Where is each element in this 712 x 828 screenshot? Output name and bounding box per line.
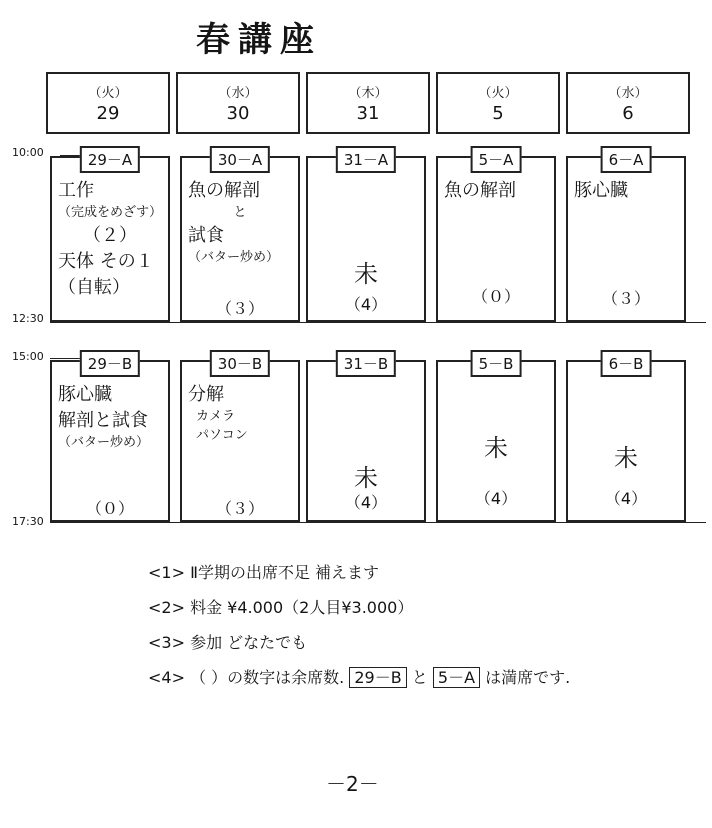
session-cell-29-b — [50, 355, 170, 522]
session-cell-30-b — [180, 355, 300, 522]
session-content — [58, 178, 162, 301]
seat-count: （３） — [215, 499, 264, 518]
notes — [148, 560, 570, 700]
session-line: 天体 その１ — [58, 251, 154, 273]
day-date: 29 — [96, 103, 120, 124]
note-4-text: と — [411, 668, 428, 687]
session-line: （完成をめざす） — [58, 205, 163, 221]
day-header-5 — [436, 72, 560, 134]
session-cell-6-a — [566, 151, 686, 322]
day-of-week: （火） — [478, 86, 518, 101]
seat-count: （4） — [344, 295, 388, 314]
day-date: 5 — [492, 103, 504, 124]
session-line: パソコン — [196, 427, 248, 443]
note-4-code-29b: 29－B — [349, 667, 406, 688]
session-content — [444, 178, 548, 204]
day-date: 30 — [226, 103, 250, 124]
day-of-week: （水） — [218, 86, 258, 101]
day-header-29 — [46, 72, 170, 134]
day-header-6 — [566, 72, 690, 134]
session-content — [188, 178, 292, 268]
session-cell-5-a — [436, 151, 556, 322]
session-code: 6－B — [601, 350, 652, 377]
session-content — [58, 382, 162, 453]
session-line: 豚心臓 — [58, 384, 112, 405]
time-line — [50, 358, 80, 359]
session-line: 魚の解剖 — [444, 180, 516, 201]
session-code: 31－B — [336, 350, 396, 377]
time-am-end: 12:30 — [12, 312, 44, 325]
note-3: <3> 参加 どなたでも — [148, 633, 308, 652]
page-title: 春講座 — [196, 20, 322, 60]
undecided-mark: 未 — [354, 260, 378, 288]
day-of-week: （水） — [608, 86, 648, 101]
session-line: （２） — [83, 224, 137, 246]
time-line — [50, 522, 706, 523]
session-code: 30－A — [210, 146, 270, 173]
session-line: 分解 — [188, 384, 224, 405]
session-cell-29-a — [50, 151, 170, 322]
session-line: カメラ — [196, 409, 236, 425]
session-code: 29－B — [80, 350, 140, 377]
note-2: <2> 料金 ¥4.000（2人目¥3.000） — [148, 598, 414, 617]
session-cell-6-b — [566, 355, 686, 522]
day-of-week: （木） — [348, 86, 388, 101]
seat-count: （4） — [344, 493, 388, 512]
page-number: －2－ — [326, 772, 379, 796]
time-pm-end: 17:30 — [12, 515, 44, 528]
session-cell-5-b — [436, 355, 556, 522]
session-code: 5－A — [471, 146, 522, 173]
day-header-31 — [306, 72, 430, 134]
session-line: （自転） — [58, 277, 130, 299]
note-1: <1> Ⅱ学期の出席不足 補えます — [148, 563, 380, 582]
session-line: （バター炒め） — [188, 250, 280, 266]
note-4-text: <4> （ ）の数字は余席数. — [148, 668, 345, 687]
seat-count: （０） — [85, 499, 134, 518]
session-line: 魚の解剖 — [188, 180, 260, 201]
seat-count: （4） — [604, 489, 648, 508]
session-content — [188, 382, 292, 446]
session-cell-30-a — [180, 151, 300, 322]
session-content — [574, 178, 678, 204]
undecided-mark: 未 — [484, 434, 508, 462]
session-code: 5－B — [471, 350, 522, 377]
time-pm-start: 15:00 — [12, 350, 44, 363]
seat-count: （３） — [601, 289, 650, 308]
session-line: 豚心臓 — [574, 180, 628, 201]
session-line: と — [233, 205, 247, 221]
session-line: 試食 — [188, 224, 224, 246]
session-line: 工作 — [58, 180, 94, 201]
session-cell-31-b — [306, 355, 426, 522]
note-4 — [148, 665, 570, 700]
session-code: 31－A — [336, 146, 396, 173]
session-code: 6－A — [601, 146, 652, 173]
time-am-start: 10:00 — [12, 146, 44, 159]
seat-count: （０） — [471, 287, 520, 306]
session-code: 30－B — [210, 350, 270, 377]
session-line: 解剖と試食 — [58, 410, 148, 432]
undecided-mark: 未 — [614, 444, 638, 472]
day-of-week: （火） — [88, 86, 128, 101]
session-cell-31-a — [306, 151, 426, 322]
seat-count: （4） — [474, 489, 518, 508]
note-4-text: は満席です. — [485, 668, 571, 687]
session-line: （バター炒め） — [58, 435, 150, 451]
time-line — [50, 322, 706, 323]
undecided-mark: 未 — [354, 464, 378, 492]
day-date: 6 — [622, 103, 634, 124]
note-4-code-5a: 5－A — [433, 667, 480, 688]
session-code: 29－A — [80, 146, 140, 173]
day-header-30 — [176, 72, 300, 134]
seat-count: （３） — [215, 299, 264, 318]
day-date: 31 — [356, 103, 380, 124]
